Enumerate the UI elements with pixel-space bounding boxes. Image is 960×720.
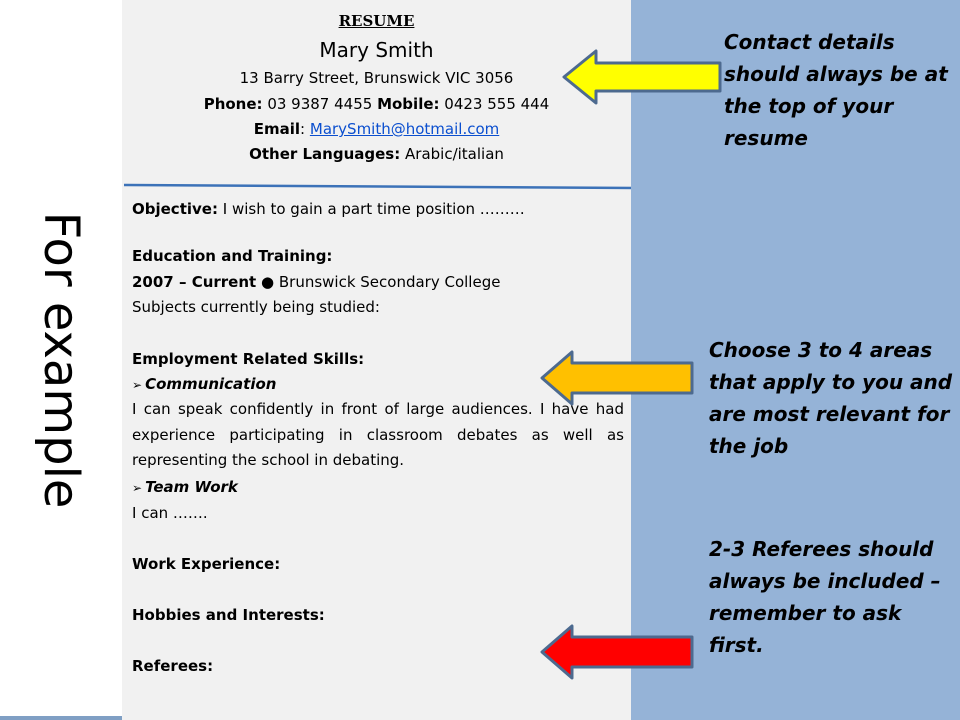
contact-note: Contact details should always be at the top of your resume xyxy=(724,30,948,150)
work-experience-heading: Work Experience: xyxy=(132,555,281,573)
skill-communication-text: I can speak confidently in front of large audiences. I have had experience participating in classroom debates as well as representing the school in debating. xyxy=(132,400,624,469)
objective-label: Objective: xyxy=(132,200,218,218)
arrow-bullet-icon: ➢ xyxy=(132,481,143,495)
languages-value: Arabic/italian xyxy=(405,145,504,163)
objective-text: I wish to gain a part time position ……… xyxy=(222,200,525,218)
resume-title: RESUME xyxy=(338,12,415,30)
skill-communication: ➢ Communication xyxy=(132,375,277,393)
phone-label: Phone: xyxy=(203,95,263,113)
resume-languages-line xyxy=(122,145,631,163)
email-label: Email xyxy=(253,120,301,138)
yellow-arrow-icon xyxy=(560,48,726,110)
education-school: Brunswick Secondary College xyxy=(278,272,501,291)
mobile-label: Mobile: xyxy=(377,95,440,113)
areas-note: Choose 3 to 4 areas that apply to you and are most relevant for the job xyxy=(709,338,953,458)
resume-name: Mary Smith xyxy=(319,38,434,62)
phone-number: 03 9387 4455 xyxy=(267,95,373,113)
arrow-bullet-icon: ➢ xyxy=(132,378,143,392)
subjects-line: Subjects currently being studied: xyxy=(132,298,380,316)
email-link[interactable]: MarySmith@hotmail.com xyxy=(309,120,500,138)
referees-heading: Referees: xyxy=(132,657,214,675)
objective-line xyxy=(132,197,624,223)
hobbies-heading: Hobbies and Interests: xyxy=(132,606,325,624)
for-example-label: For example xyxy=(33,211,89,509)
side-strip xyxy=(0,716,122,720)
education-years: 2007 – Current xyxy=(132,272,257,291)
skills-heading: Employment Related Skills: xyxy=(132,350,365,368)
orange-arrow-icon xyxy=(538,349,698,411)
resume-phone-line xyxy=(122,95,631,113)
mobile-number: 0423 555 444 xyxy=(444,95,550,113)
bullet-dot-icon: ● xyxy=(260,272,275,291)
skill-team-work: ➢ Team Work xyxy=(132,478,238,496)
red-arrow-icon xyxy=(538,623,698,685)
education-heading: Education and Training: xyxy=(132,247,333,265)
referees-note: 2-3 Referees should always be included – remember to ask first. xyxy=(709,537,941,657)
skill-team-work-text: I can ……. xyxy=(132,504,208,522)
header-divider xyxy=(122,182,642,192)
resume-email-line: Email: MarySmith@hotmail.com xyxy=(253,120,500,138)
education-entry xyxy=(132,270,624,296)
languages-label: Other Languages: xyxy=(249,145,401,163)
resume-address: 13 Barry Street, Brunswick VIC 3056 xyxy=(239,69,514,87)
